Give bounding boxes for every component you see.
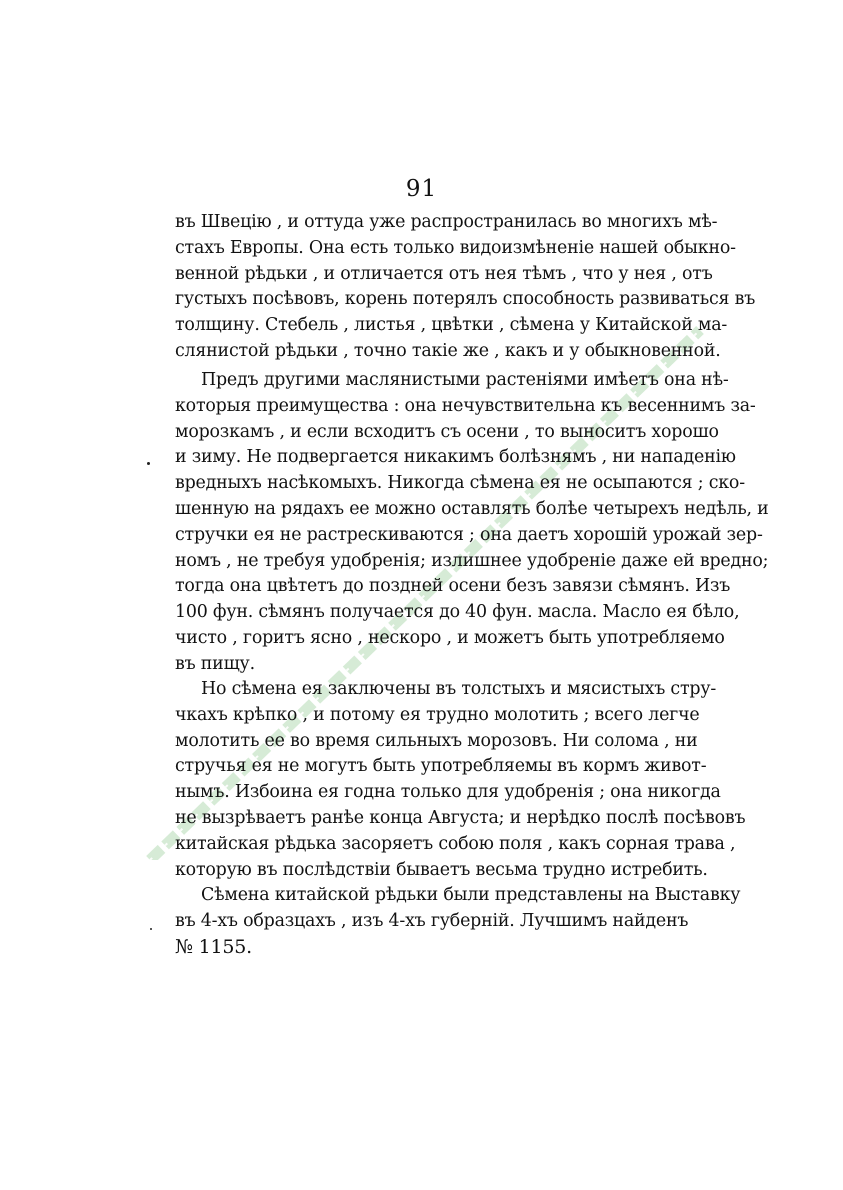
text-line: и зиму. Не подвергается никакимъ болѣзнямъ , ни нападенію — [175, 447, 736, 468]
text-line: № 1155. — [175, 935, 253, 958]
text-line: тогда она цвѣтетъ до поздней осени безъ завязи сѣмянъ. Изъ — [175, 576, 731, 597]
text-line: Сѣмена китайской рѣдьки были представлены на Выставку — [201, 885, 741, 905]
page-number: 91 — [405, 176, 438, 202]
text-line: стручки ея не растрескиваются ; она даетъ хорошій урожай зер- — [175, 524, 763, 545]
text-line: въ Швецію , и оттуда уже распространилась во многихъ мѣ- — [175, 212, 718, 232]
text-line: чкахъ крѣпко , и потому ея трудно молотить ; всего легче — [175, 704, 700, 725]
text-line: стручья ея не могутъ быть употребляемы въ кормъ живот- — [175, 756, 707, 777]
text-line: въ 4-хъ образцахъ , изъ 4-хъ губерній. Лучшимъ найденъ — [175, 910, 689, 931]
text-line: морозкамъ , и если всходитъ съ осени , то выноситъ хорошо — [175, 421, 719, 442]
text-line: стахъ Европы. Она есть только видоизмѣненіе нашей обыкно- — [175, 237, 736, 258]
text-line: молотить ее во время сильныхъ морозовъ. Ни солома , ни — [175, 730, 698, 751]
text-line: нымъ. Избоина ея годна только для удобренія ; она никогда — [175, 782, 721, 803]
text-line: шенную на рядахъ ее можно оставлять болѣе четырехъ недѣль, и — [175, 498, 769, 519]
text-line: венной рѣдьки , и отличается отъ нея тѣмъ , что у нея , отъ — [175, 263, 713, 284]
paragraph-2 — [175, 368, 769, 678]
text-line: чисто , горитъ ясно , нескоро , и можетъ быть употребляемо — [175, 627, 725, 648]
paragraph-1 — [175, 210, 756, 365]
text-line: номъ , не требуя удобренія; излишнее удобреніе даже ей вредно; — [175, 550, 769, 571]
scan-speck — [150, 928, 152, 930]
text-line: слянистой рѣдьки , точно такіе же , какъ и у обыкновенной. — [175, 340, 721, 361]
text-line: 100 фун. сѣмянъ получается до 40 фун. масла. Масло ея бѣло, — [175, 602, 740, 623]
text-line: которую въ послѣдствіи бываетъ весьма трудно истребить. — [175, 859, 708, 880]
text-line: Но сѣмена ея заключены въ толстыхъ и мясистыхъ стру- — [201, 679, 717, 699]
scan-speck — [147, 462, 150, 465]
text-line: Предъ другими маслянистыми растеніями имѣетъ она нѣ- — [201, 370, 729, 390]
text-line: въ пищу. — [175, 653, 255, 674]
text-line: которыя преимущества : она нечувствительна къ весеннимъ за- — [175, 395, 756, 416]
text-line: вредныхъ насѣкомыхъ. Никогда сѣмена ея не осыпаются ; ско- — [175, 473, 745, 494]
text-line: густыхъ посѣвовъ, корень потерялъ способность развиваться въ — [175, 289, 756, 310]
paragraph-3 — [175, 677, 746, 883]
text-line: не вызрѣваетъ ранѣе конца Августа; и нерѣдко послѣ посѣвовъ — [175, 807, 746, 828]
paragraph-4 — [175, 883, 741, 960]
text-line: толщину. Стебель , листья , цвѣтки , сѣмена у Китайской ма- — [175, 315, 728, 336]
text-line: китайская рѣдька засоряетъ собою поля , какъ сорная трава , — [175, 833, 736, 854]
